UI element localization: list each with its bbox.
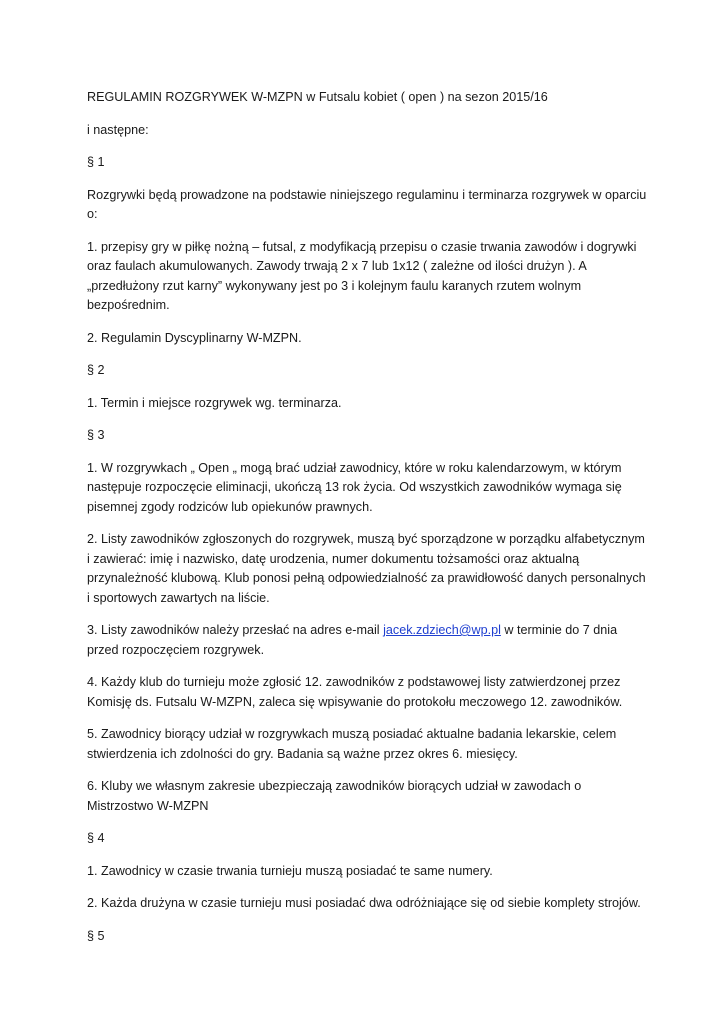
section-2-heading: § 2 — [87, 363, 105, 377]
document-body — [87, 88, 647, 959]
section-3-paragraph-3-tail: w terminie do 7 dnia przed rozpoczęciem rozgrywek. — [87, 623, 618, 657]
section-4-paragraph-2: 2. Każda drużyna w czasie turnieju musi posiadać dwa odróżniające się od siebie komplety strojów. — [87, 896, 641, 910]
section-3-heading: § 3 — [87, 428, 105, 442]
section-3-paragraph-4: 4. Każdy klub do turnieju może zgłosić 12. zawodników z podstawowej listy zatwierdzonej przez Komisję ds. Futsalu W-MZPN, zaleca się wpisywanie do protokołu meczowego 12. zawodników. — [87, 675, 623, 709]
section-5-heading: § 5 — [87, 928, 105, 943]
section-3-paragraph-1: 1. W rozgrywkach „ Open „ mogą brać udział zawodnicy, które w roku kalendarzowym, w którym następuje rozpoczęcie eliminacji, ukończą 13 rok życia. Od wszystkich zawodników wymaga się pisemnej zgody rodziców lub opiekunów prawnych. — [87, 460, 622, 514]
section-3-paragraph-2: 2. Listy zawodników zgłoszonych do rozgrywek, muszą być sporządzone w porządku alfabetycznym i zawierać: imię i nazwisko, datę urodzenia, numer dokumentu tożsamości oraz aktualną przynależność klubową. Klub ponosi pełną odpowiedzialność za prawidłowość danych personalnych i sportowych zawartych na liście. — [87, 532, 646, 605]
section-1-heading: § 1 — [87, 155, 105, 169]
section-2-paragraph-1: 1. Termin i miejsce rozgrywek wg. terminarza. — [87, 395, 342, 410]
section-4-heading: § 4 — [87, 831, 105, 845]
section-3-paragraph-6: 6. Kluby we własnym zakresie ubezpieczają zawodników biorących udział w zawodach o Mistrzostwo W-MZPN — [87, 779, 582, 813]
section-1-intro: Rozgrywki będą prowadzone na podstawie niniejszego regulaminu i terminarza rozgrywek w oparciu o: — [87, 187, 647, 221]
section-3-paragraph-5: 5. Zawodnicy biorący udział w rozgrywkach muszą posiadać aktualne badania lekarskie, celem stwierdzenia ich zdolności do gry. Badania są ważne przez okres 6. miesięcy. — [87, 727, 617, 761]
section-4-paragraph-1: 1. Zawodnicy w czasie trwania turnieju muszą posiadać te same numery. — [87, 863, 493, 878]
section-1-paragraph-1: 1. przepisy gry w piłkę nożną – futsal, z modyfikacją przepisu o czasie trwania zawodów i dogrywki oraz faulach akumulowanych. Zawody trwają 2 x 7 lub 1x12 ( zależne od ilości drużyn ). A „przedłużony rzut karny” wykonywany jest po 3 i kolejnym faulu karanych rzutem wolnym bezpośrednim. — [87, 239, 637, 312]
section-3-paragraph-3-lead: 3. Listy zawodników należy przesłać na adres e-mail — [87, 623, 384, 637]
document-subtitle: i następne: — [87, 122, 149, 137]
email-link[interactable]: jacek.zdziech@wp.pl — [383, 623, 501, 637]
section-1-paragraph-2: 2. Regulamin Dyscyplinarny W-MZPN. — [87, 330, 302, 345]
section-3-paragraph-3 — [87, 621, 647, 660]
document-title: REGULAMIN ROZGRYWEK W-MZPN w Futsalu kobiet ( open ) na sezon 2015/16 — [87, 90, 548, 104]
